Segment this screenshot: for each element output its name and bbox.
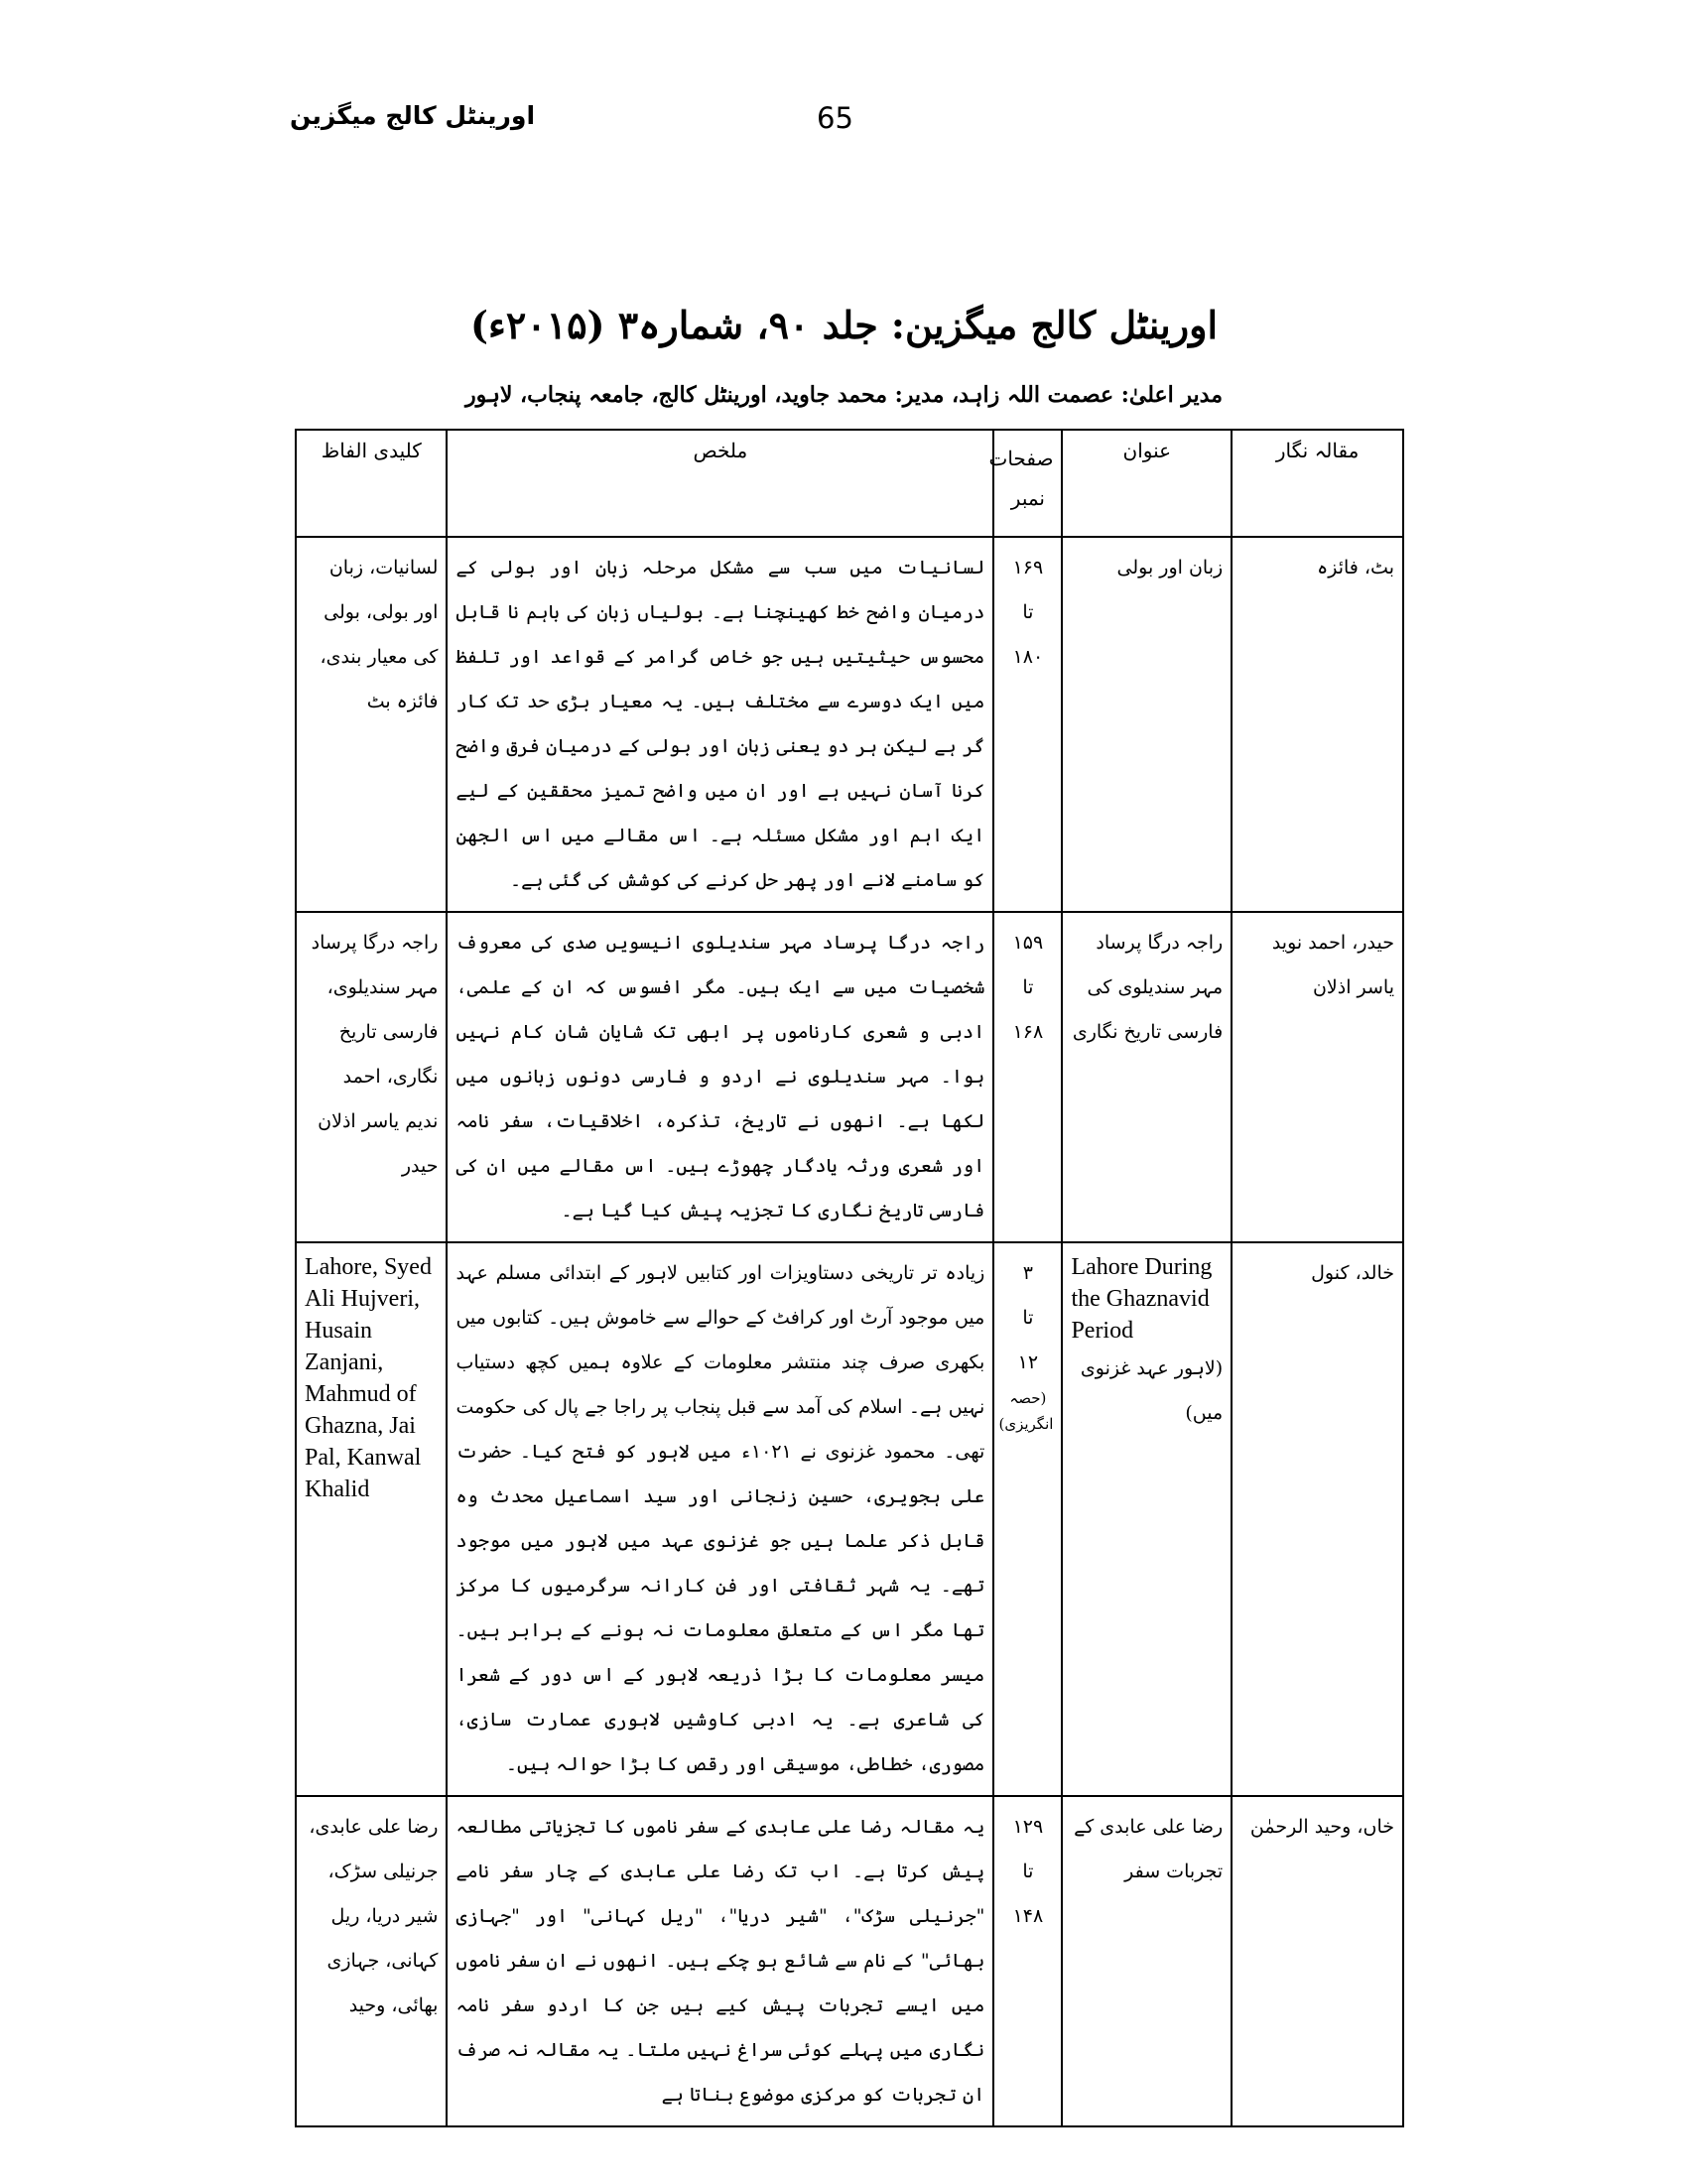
pages-cell: ۱۵۹ تا ۱۶۸ bbox=[993, 912, 1062, 1242]
running-head-title: اورینٹل کالج میگزین bbox=[290, 101, 536, 130]
table-row bbox=[296, 537, 1403, 912]
summary-cell: یہ مقالہ رضا علی عابدی کے سفر ناموں کا تجزیاتی مطالعہ پیش کرتا ہے۔ اب تک رضا علی عابدی کے چار سفر نامے "جرنیلی سڑک"، "شیر دریا"، "ریل کہانی" اور "جہازی بھائی" کے نام سے شائع ہو چکے ہیں۔ انھوں نے ان سفر ناموں میں ایسے تجربات پیش کیے ہیں جن کا اردو سفر نامہ نگاری میں پہلے کوئی سراغ نہیں ملتا۔ یہ مقالہ نہ صرف ان تجربات کو مرکزی موضوع بناتا ہے bbox=[447, 1796, 993, 2126]
articles-table bbox=[295, 429, 1404, 2127]
pages-note: (حصہ انگریزی) bbox=[998, 1389, 1054, 1433]
journal-title: اورینٹل کالج میگزین: جلد ۹۰، شمارہ۳ (۲۰۱۵ء) bbox=[469, 303, 1219, 347]
summary-cell: لسانیات میں سب سے مشکل مرحلہ زبان اور بولی کے درمیان واضح خط کھینچنا ہے۔ بولیاں زبان کی باہم نا قابل محسوس حیثیتیں ہیں جو خاص گرامر کے قواعد اور تلفظ میں ایک دوسرے سے مختلف ہیں۔ یہ معیار بڑی حد تک کار گر ہے لیکن ہر دو یعنی زبان اور بولی کے درمیان فرق واضح کرنا آسان نہیں ہے اور ان میں واضح تمیز محققین کے لیے ایک اہم اور مشکل مسئلہ ہے۔ اس مقالے میں اس الجھن کو سامنے لانے اور پھر حل کرنے کی کوشش کی گئی ہے۔ bbox=[447, 537, 993, 912]
table-row bbox=[296, 912, 1403, 1242]
title-cell bbox=[1062, 1242, 1232, 1796]
summary-cell: زیادہ تر تاریخی دستاویزات اور کتابیں لاہور کے ابتدائی مسلم عہد میں موجود آرٹ اور کرافٹ کے حوالے سے خاموش ہیں۔ کتابوں میں بکھری صرف چند منتشر معلومات کے علاوہ ہمیں کچھ دستیاب نہیں ہے۔ اسلام کی آمد سے قبل پنجاب پر راجا جے پال کی حکومت تھی۔ محمود غزنوی نے ۱۰۲۱ء میں لاہور کو فتح کیا۔ حضرت علی ہجویری، حسین زنجانی اور سید اسماعیل محدث وہ قابل ذکر علما ہیں جو غزنوی عہد میں لاہور میں موجود تھے۔ یہ شہر ثقافتی اور فن کارانہ سرگرمیوں کا مرکز تھا مگر اس کے متعلق معلومات نہ ہونے کے برابر ہیں۔ میسر معلومات کا بڑا ذریعہ لاہور کے اس دور کے شعرا کی شاعری ہے۔ یہ ادبی کاوشیں لاہوری عمارت سازی، مصوری، خطاطی، موسیقی اور رقص کا بڑا حوالہ ہیں۔ bbox=[447, 1242, 993, 1796]
title-english: Lahore During the Ghaznavid Period bbox=[1071, 1254, 1213, 1344]
pages-cell: ۱۶۹ تا ۱۸۰ bbox=[993, 537, 1062, 912]
header-pages: صفحات نمبر bbox=[993, 430, 1062, 537]
pages-cell: ۱۲۹ تا ۱۴۸ bbox=[993, 1796, 1062, 2126]
header-title: عنوان bbox=[1062, 430, 1232, 537]
title-cell: رضا علی عابدی کے تجربات سفر bbox=[1062, 1796, 1232, 2126]
table-header-row bbox=[296, 430, 1403, 537]
header-keywords: کلیدی الفاظ bbox=[296, 430, 447, 537]
author-cell: خاں، وحید الرحمٰن bbox=[1232, 1796, 1403, 2126]
keywords-cell: راجہ درگا پرساد مہر سندیلوی، فارسی تاریخ نگاری، احمد ندیم یاسر اذلان حیدر bbox=[296, 912, 447, 1242]
header-summary: ملخص bbox=[447, 430, 993, 537]
table-row bbox=[296, 1796, 1403, 2126]
author-cell: بٹ، فائزہ bbox=[1232, 537, 1403, 912]
summary-cell: راجہ درگا پرساد مہر سندیلوی انیسویں صدی کی معروف شخصیات میں سے ایک ہیں۔ مگر افسوس کہ ان کے علمی، ادبی و شعری کارناموں پر ابھی تک شایان شان کام نہیں ہوا۔ مہر سندیلوی نے اردو و فارسی دونوں زبانوں میں لکھا ہے۔ انھوں نے تاریخ، تذکرہ، اخلاقیات، سفر نامہ اور شعری ورثہ یادگار چھوڑے ہیں۔ اس مقالے میں ان کی فارسی تاریخ نگاری کا تجزیہ پیش کیا گیا ہے۔ bbox=[447, 912, 993, 1242]
author-cell: حیدر، احمد نوید یاسر اذلان bbox=[1232, 912, 1403, 1242]
author-cell: خالد، کنول bbox=[1232, 1242, 1403, 1796]
title-cell: زبان اور بولی bbox=[1062, 537, 1232, 912]
title-urdu: (لاہور عہد غزنوی میں) bbox=[1080, 1357, 1224, 1424]
pages-cell: ۳ تا ۱۲ (حصہ انگریزی) bbox=[993, 1242, 1062, 1796]
table-row bbox=[296, 1242, 1403, 1796]
page-number: 65 bbox=[817, 101, 853, 135]
keywords-cell: رضا علی عابدی، جرنیلی سڑک، شیر دریا، ریل کہانی، جہازی بھائی، وحید bbox=[296, 1796, 447, 2126]
header-author: مقالہ نگار bbox=[1232, 430, 1403, 537]
keywords-cell: Lahore, Syed Ali Hujveri, Husain Zanjani, Mahmud of Ghazna, Jai Pal, Kanwal Khalid bbox=[296, 1242, 447, 1796]
keywords-cell: لسانیات، زبان اور بولی، بولی کی معیار بندی، فائزہ بٹ bbox=[296, 537, 447, 912]
title-cell: راجہ درگا پرساد مہر سندیلوی کی فارسی تاریخ نگاری bbox=[1062, 912, 1232, 1242]
editors-line: مدیر اعلیٰ: عصمت اللہ زاہد، مدیر: محمد جاوید، اورینٹل کالج، جامعہ پنجاب، لاہور bbox=[464, 382, 1224, 408]
